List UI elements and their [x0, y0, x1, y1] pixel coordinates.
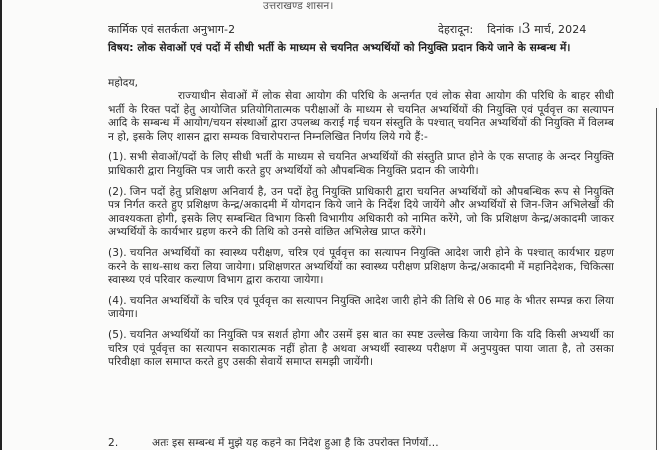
point-number: (2).: [108, 185, 127, 198]
point-text: जिन पदों हेतु प्रशिक्षण अनिवार्य है, उन पदों हेतु नियुक्ति प्राधिकारी द्वारा चयनित अभ्यर्थियों को औपबन्धिक रूप से नियुक्ति पत्र निर्गत करते हुए प्रशिक्षण केन्द्र/अकादमी में योगदान किये जाने के निर्देश दिये जायेंगे और अभ्यर्थियों से जिन-जिन अभिलेखों की आवश्यकता होगी, इसके लिए सम्बन्धित विभाग किसी विभागीय अधिकारी को नामित करेंगे, जो कि प्रशिक्षण केन्द्र/अकादमी जाकर अभ्यर्थियों के कार्यभार ग्रहण करने की तिथि को उनसे वांछित अभिलेख प्राप्त करेंगे।: [108, 185, 614, 239]
point-number: (1).: [108, 151, 127, 164]
point-3: [108, 247, 614, 288]
intro-paragraph: राज्याधीन सेवाओं में लोक सेवा आयोग की परिधि के अन्तर्गत एवं लोक सेवा आयोग की परिधि के बाहर सीधी भर्ती के रिक्त पदों हेतु आयोजित प्रतियोगितात्मक परीक्षाओं के माध्यम से चयनित अभ्यर्थियों की नियुक्ति एवं पूर्ववृत्त का सत्यापन आदि के सम्बन्ध में आयोग/चयन संस्थाओं द्वारा उपलब्ध कराई गई चयन संस्तुति के पश्चात् चयनित अभ्यर्थियों की नियुक्ति में विलम्ब न हो, इसके लिए शासन द्वारा सम्यक विचारोपरान्त निम्नलिखित निर्णय लिये गये हैं:-: [108, 90, 614, 143]
scan-left-edge: [0, 0, 2, 450]
point-number: (5).: [108, 328, 127, 341]
department-section: कार्मिक एवं सतर्कता अनुभाग-2: [108, 23, 236, 36]
scan-right-edge: [656, 108, 657, 450]
closing-paragraph-partial: [108, 437, 648, 450]
point-number: (3).: [108, 246, 127, 259]
point-2: [108, 186, 614, 240]
subject-line: विषय: लोक सेवाओं एवं पदों में सीधी भर्ती के माध्यम से चयनित अभ्यर्थियों को नियुक्ति प्रदान किये जाने के सम्बन्ध में।: [108, 42, 571, 54]
point-text: चयनित अभ्यर्थियों का स्वास्थ्य परीक्षण, चरित्र एवं पूर्ववृत्त का सत्यापन नियुक्ति आदेश जारी होने के पश्चात् कार्यभार ग्रहण करने के साथ-साथ करा लिया जायेगा। प्रशिक्षणरत अभ्यर्थियों का स्वास्थ्य परीक्षण प्रशिक्षण केन्द्र/अकादमी में महानिदेशक, चिकित्सा स्वास्थ्य एवं परिवार कल्याण विभाग द्वारा कराया जायेगा।: [108, 246, 614, 287]
point-1: [108, 151, 614, 178]
date-month-year: मार्च, 2024: [534, 23, 587, 36]
point-5: [108, 329, 614, 370]
date-day-prefix: ।: [517, 23, 522, 36]
closing-text: अतः इस सम्बन्ध में मुझे यह कहने का निदेश हुआ है कि उपरोक्त निर्णयों...: [152, 437, 439, 449]
place: देहरादून:: [438, 23, 474, 36]
salutation: महोदय,: [108, 77, 139, 89]
point-text: चयनित अभ्यर्थियों के चरित्र एवं पूर्ववृत्त का सत्यापन नियुक्ति आदेश जारी होने की तिथि से 06 माह के भीतर सम्पन्न करा लिया जायेगा।: [108, 294, 614, 321]
government-name: उत्तराखण्ड शासन।: [263, 0, 334, 12]
letter-body: [108, 90, 614, 377]
handwritten-date-day: 3: [521, 21, 531, 37]
point-4: [108, 295, 614, 322]
point-text: सभी सेवाओं/पदों के लिए सीधी भर्ती के माध्यम से चयनित अभ्यर्थियों की संस्तुति प्राप्त होने के एक सप्ताह के अन्दर नियुक्ति प्राधिकारी द्वारा नियुक्ति पत्र जारी करते हुए अभ्यर्थियों को औपबन्धिक नियुक्ति प्रदान की जायेगी।: [108, 151, 614, 177]
point-text: चयनित अभ्यर्थियों का नियुक्ति पत्र सशर्त होगा और उसमें इस बात का स्पष्ट उल्लेख किया जायेगा कि यदि किसी अभ्यर्थी का चरित्र एवं पूर्ववृत्त का सत्यापन सकारात्मक नहीं होता है अथवा अभ्यर्थी स्वास्थ्य परीक्षण में अनुपयुक्त पाया जाता है, तो उसका परिवीक्षा काल समाप्त करते हुए उसकी सेवायें समाप्त समझी जायेंगी।: [108, 328, 614, 369]
closing-number: 2.: [108, 437, 119, 449]
point-number: (4).: [108, 294, 127, 307]
place-and-date: [438, 23, 586, 37]
date-label: दिनांक: [487, 23, 514, 36]
